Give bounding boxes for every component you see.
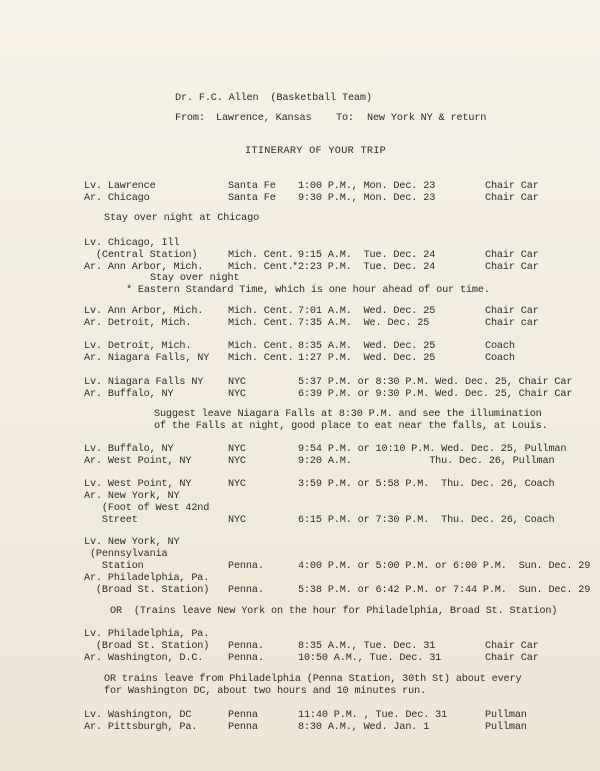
row-time: 3:59 P.M. or 5:58 P.M. Thu. Dec. 26, Coach — [298, 479, 555, 490]
row-railroad: Mich. Cent. — [228, 318, 294, 329]
row-railroad: Penna. — [228, 653, 264, 664]
row-car: Coach — [485, 341, 515, 352]
row-time: 7:35 A.M. We. Dec. 25 — [298, 318, 430, 329]
row-railroad: Mich. Cent. — [228, 306, 294, 317]
row-station: Lv. Washington, DC — [84, 710, 192, 721]
row-station: Lv. West Point, NY — [84, 479, 192, 490]
row-station: Lv. Buffalo, NY — [84, 444, 174, 455]
row-time: *2:23 P.M. Tue. Dec. 24 — [292, 262, 436, 273]
row-car: Chair Car — [485, 306, 539, 317]
row-station: (Broad St. Station) — [84, 585, 210, 596]
row-time: 9:15 A.M. Tue. Dec. 24 — [298, 250, 436, 261]
row-railroad: Mich. Cent. — [228, 262, 294, 273]
row-railroad: NYC — [228, 444, 246, 455]
row-time: 8:35 A.M., Tue. Dec. 31 — [298, 641, 436, 652]
row-railroad: Penna. — [228, 561, 264, 572]
row-car: Chair Car — [485, 250, 539, 261]
row-railroad: Penna. — [228, 585, 264, 596]
to-value: New York NY & return — [367, 113, 487, 124]
row-time: 6:39 P.M. or 9:30 P.M. Wed. Dec. 25, Chair Car — [298, 389, 573, 400]
row-railroad: Penna — [228, 710, 258, 721]
row-station: Ar. Buffalo, NY — [84, 389, 174, 400]
row-time: 8:30 A.M., Wed. Jan. 1 — [298, 722, 430, 733]
row-station: Lv. Detroit, Mich. — [84, 341, 192, 352]
row-station: (Central Station) — [84, 250, 198, 261]
row-car: Coach — [485, 353, 515, 364]
note-text: OR (Trains leave New York on the hour for Philadelphia, Broad St. Station) — [110, 606, 558, 617]
row-station: Ar. West Point, NY — [84, 456, 192, 467]
row-time: 5:37 P.M. or 8:30 P.M. Wed. Dec. 25, Chair Car — [298, 377, 573, 388]
from-value: Lawrence, Kansas — [216, 113, 312, 124]
row-time: 11:40 P.M. , Tue. Dec. 31 — [298, 710, 448, 721]
recipient-name: Dr. F.C. Allen (Basketball Team) — [175, 93, 372, 104]
row-railroad: NYC — [228, 377, 246, 388]
row-car: Chair Car — [485, 193, 539, 204]
row-railroad: NYC — [228, 389, 246, 400]
row-time: 8:35 A.M. Wed. Dec. 25 — [298, 341, 436, 352]
row-railroad: NYC — [228, 515, 246, 526]
row-station: Lv. New York, NY — [84, 537, 180, 548]
row-railroad: Santa Fe — [228, 181, 276, 192]
note-text: OR trains leave from Philadelphia (Penna Station, 30th St) about every — [104, 674, 522, 685]
row-car: Chair Car — [485, 641, 539, 652]
row-car: Chair car — [485, 318, 539, 329]
row-railroad: Santa Fe — [228, 193, 276, 204]
note-text: of the Falls at night, good place to eat near the falls, at Louis. — [154, 421, 548, 432]
row-station: Lv. Chicago, Ill — [84, 238, 180, 249]
note-text: * Eastern Standard Time, which is one hour ahead of our time. — [126, 285, 490, 296]
row-time: 1:00 P.M., Mon. Dec. 23 — [298, 181, 436, 192]
row-car: Chair Car — [485, 262, 539, 273]
row-station: (Broad St. Station) — [84, 641, 210, 652]
note-text: Stay over night at Chicago — [104, 213, 260, 224]
row-time: 7:01 A.M. Wed. Dec. 25 — [298, 306, 436, 317]
row-station: Lv. Lawrence — [84, 181, 156, 192]
row-railroad: Mich. Cent. — [228, 353, 294, 364]
row-time: 1:27 P.M. Wed. Dec. 25 — [298, 353, 436, 364]
row-railroad: NYC — [228, 479, 246, 490]
row-station: (Pennsylvania — [84, 549, 168, 560]
row-car: Chair Car — [485, 653, 539, 664]
row-station: Lv. Niagara Falls NY — [84, 377, 204, 388]
row-station: Ar. Pittsburgh, Pa. — [84, 722, 198, 733]
row-railroad: Mich. Cent. — [228, 250, 294, 261]
row-station: Lv. Ann Arbor, Mich. — [84, 306, 204, 317]
row-time: 9:54 P.M. or 10:10 P.M. Wed. Dec. 25, Pullman — [298, 444, 567, 455]
note-text: Suggest leave Niagara Falls at 8:30 P.M. and see the illumination — [154, 409, 542, 420]
row-station: Ar. New York, NY — [84, 491, 180, 502]
row-railroad: Penna — [228, 722, 258, 733]
note-text: for Washington DC, about two hours and 10 minutes run. — [104, 686, 427, 697]
row-station: Street — [84, 515, 138, 526]
from-label: From: — [175, 113, 205, 124]
row-car: Pullman — [485, 710, 527, 721]
row-station: Station — [84, 561, 144, 572]
to-label: To: — [336, 113, 354, 124]
row-time: 9:30 P.M., Mon. Dec. 23 — [298, 193, 436, 204]
row-time: 10:50 A.M., Tue. Dec. 31 — [298, 653, 442, 664]
row-time: 6:15 P.M. or 7:30 P.M. Thu. Dec. 26, Coach — [298, 515, 555, 526]
row-car: Chair Car — [485, 181, 539, 192]
row-time: 5:38 P.M. or 6:42 P.M. or 7:44 P.M. Sun. Dec. 29 — [298, 585, 591, 596]
row-station: Ar. Chicago — [84, 193, 150, 204]
row-station: Ar. Washington, D.C. — [84, 653, 204, 664]
row-railroad: Mich. Cent. — [228, 341, 294, 352]
row-railroad: NYC — [228, 456, 246, 467]
row-car: Pullman — [485, 722, 527, 733]
row-station: (Foot of West 42nd — [84, 503, 210, 514]
row-station: Ar. Philadelphia, Pa. — [84, 573, 210, 584]
row-station: Lv. Philadelphia, Pa. — [84, 629, 210, 640]
page-title: ITINERARY OF YOUR TRIP — [245, 146, 387, 157]
row-time: 9:20 A.M. Thu. Dec. 26, Pullman — [298, 456, 555, 467]
note-text: Stay over night — [150, 273, 240, 284]
row-railroad: Penna. — [228, 641, 264, 652]
row-time: 4:00 P.M. or 5:00 P.M. or 6:00 P.M. Sun. Dec. 29 — [298, 561, 591, 572]
row-station: Ar. Ann Arbor, Mich. — [84, 262, 204, 273]
row-station: Ar. Niagara Falls, NY — [84, 353, 210, 364]
row-station: Ar. Detroit, Mich. — [84, 318, 192, 329]
